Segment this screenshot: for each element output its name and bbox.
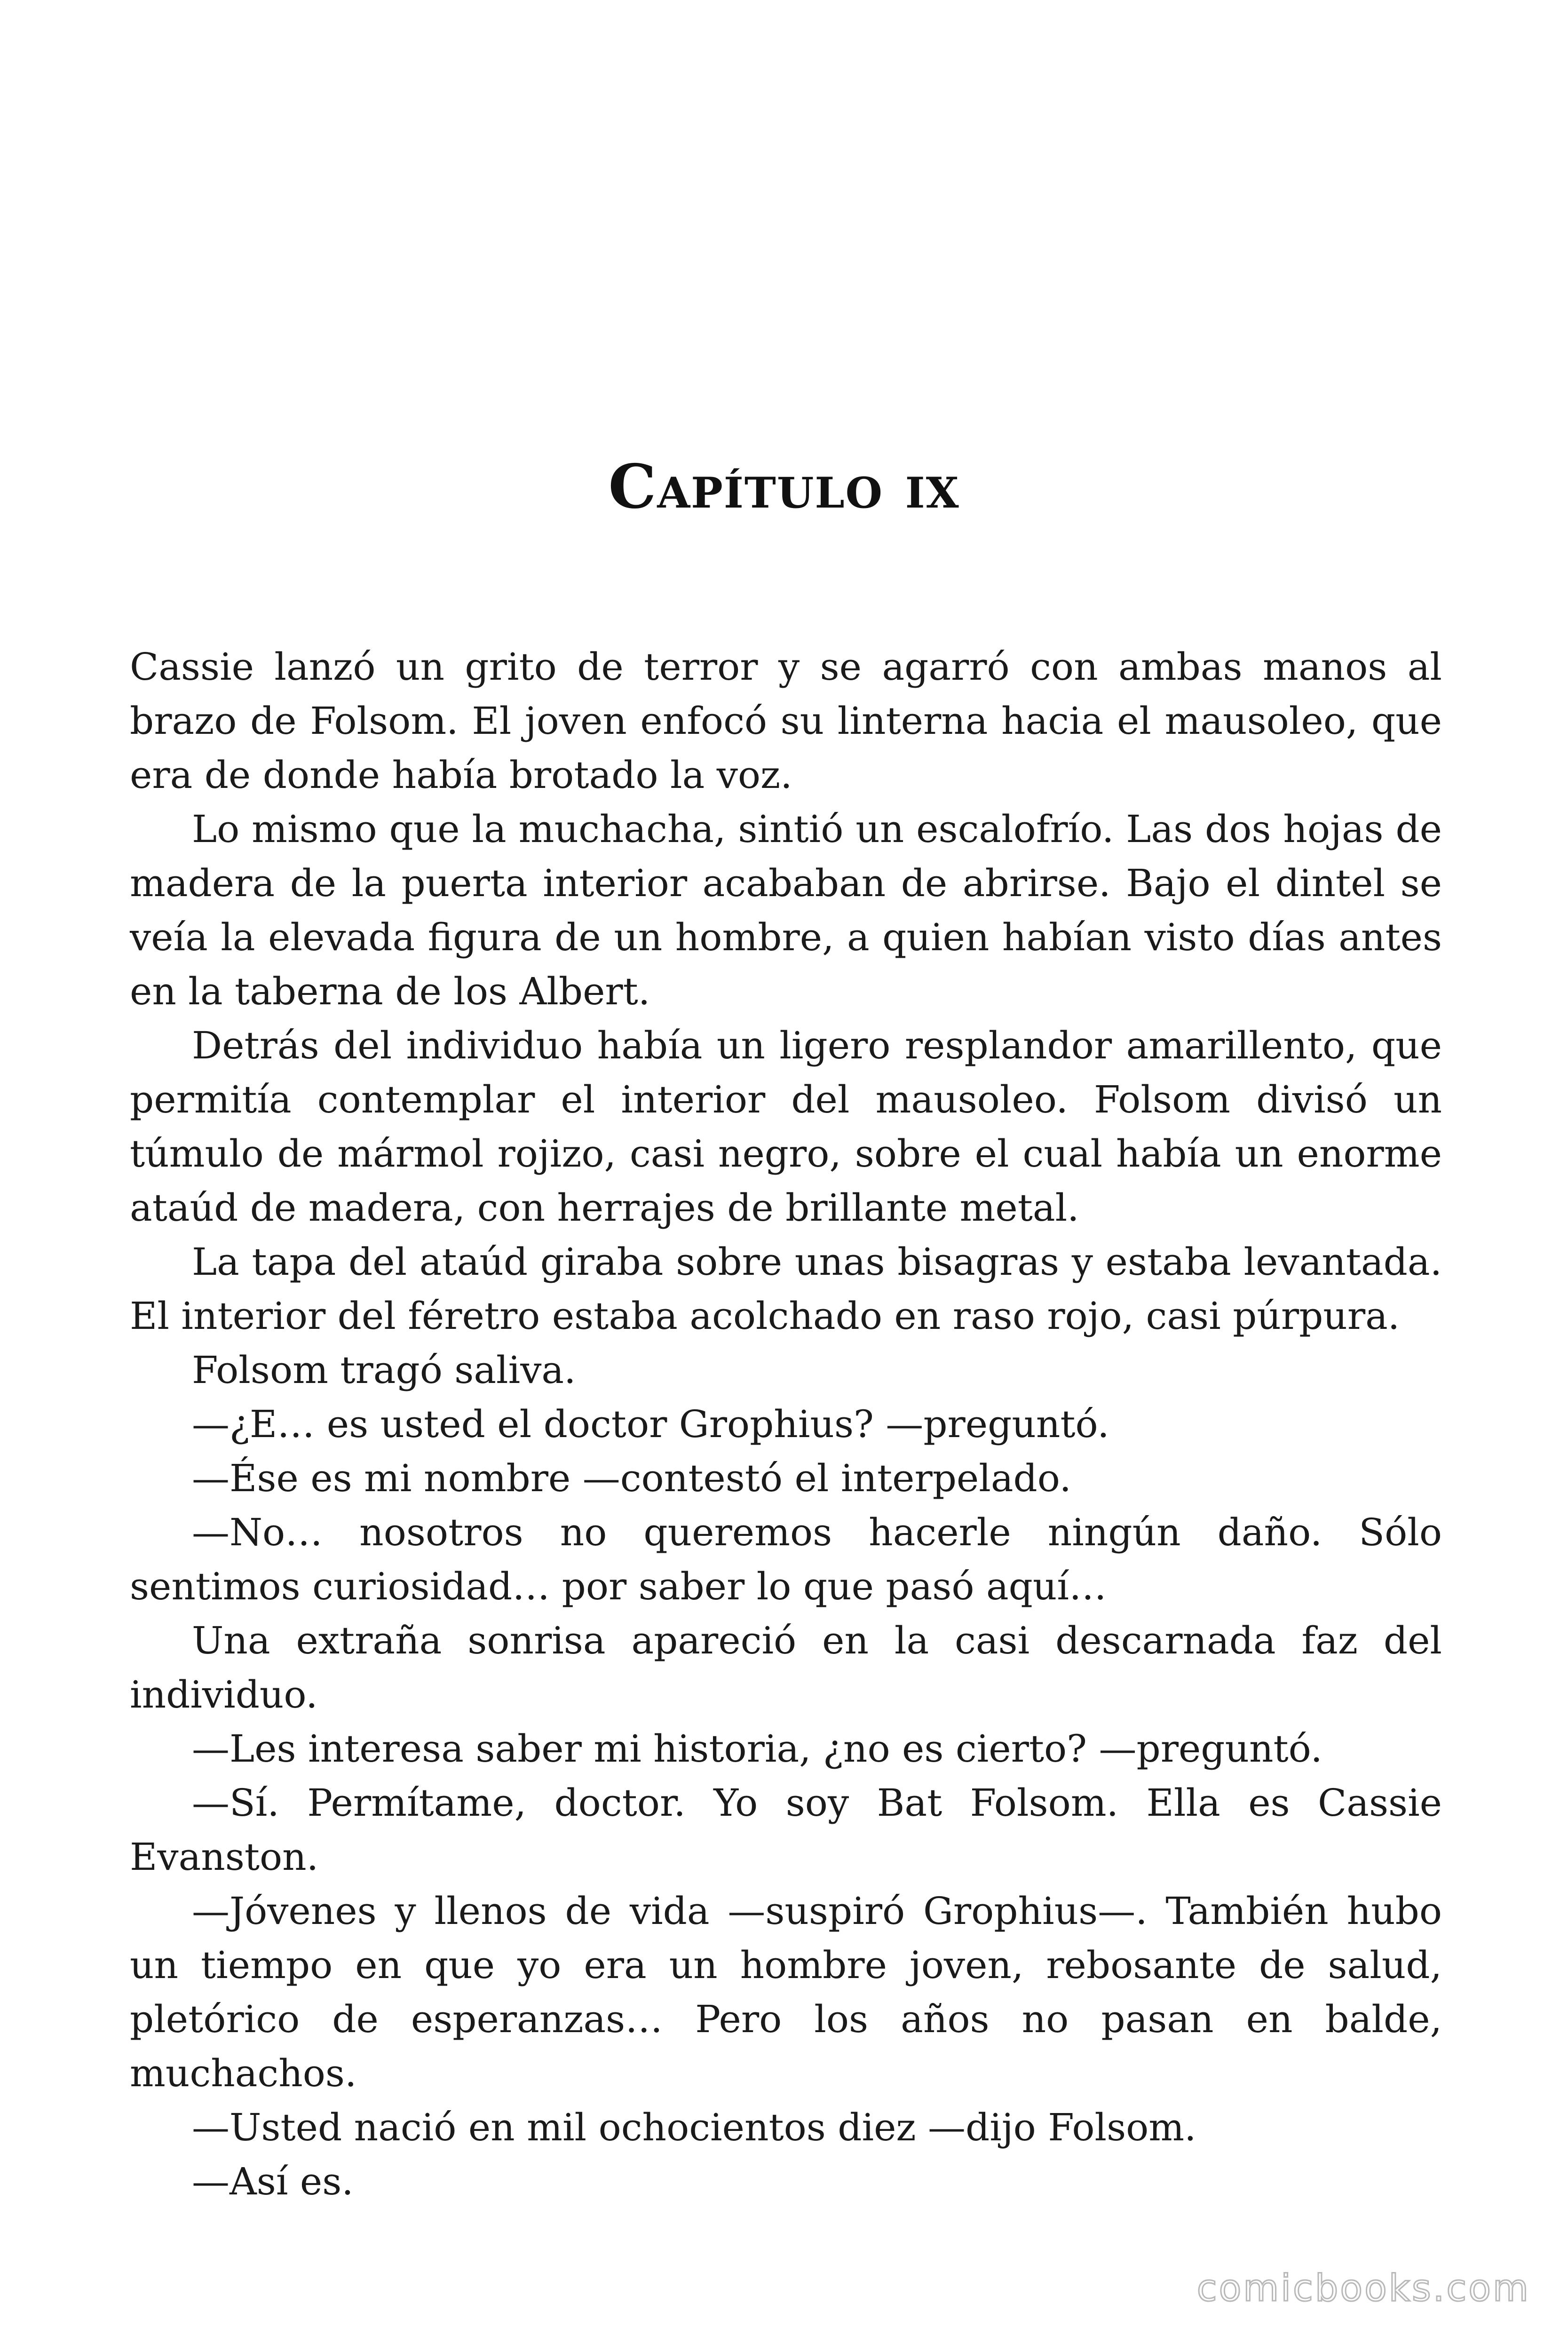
dialogue-line: —Sí. Permítame, doctor. Yo soy Bat Folsom. Ella es Cassie Evanston. <box>130 1781 1442 1879</box>
dialogue-line: —Usted nació en mil ochocientos diez —dijo Folsom. <box>192 2106 1196 2149</box>
paragraph: La tapa del ataúd giraba sobre unas bisagras y estaba levantada. El interior del féretro estaba acolchado en raso rojo, casi púrpura. <box>130 1240 1442 1338</box>
paragraph: Cassie lanzó un grito de terror y se agarró con ambas manos al brazo de Folsom. El joven enfocó su linterna hacia el mausoleo, que era de donde había brotado la voz. <box>130 645 1442 797</box>
paragraph: Detrás del individuo había un ligero resplandor amarillento, que permitía contemplar el interior del mausoleo. Folsom divisó un túmulo de mármol rojizo, casi negro, sobre el cual había un enorme ataúd de madera, con herrajes de brillante metal. <box>130 1024 1442 1230</box>
dialogue-line: —Jóvenes y llenos de vida —suspiró Grophius—. También hubo un tiempo en que yo era un hombre joven, rebosante de salud, pletórico de esperanzas… Pero los años no pasan en balde, muchachos. <box>130 1889 1442 2095</box>
chapter-title: Capítulo ix <box>608 452 960 522</box>
dialogue-line: —Ése es mi nombre —contestó el interpelado. <box>192 1456 1071 1500</box>
paragraph: Una extraña sonrisa apareció en la casi descarnada faz del individuo. <box>130 1619 1442 1716</box>
watermark: comicbooks.com <box>1196 2267 1530 2310</box>
dialogue-line: —Así es. <box>192 2160 354 2203</box>
body-text <box>130 640 1442 2209</box>
dialogue-line: —¿E… es usted el doctor Grophius? —preguntó. <box>192 1402 1109 1446</box>
paragraph: Folsom tragó saliva. <box>192 1348 576 1392</box>
dialogue-line: —Les interesa saber mi historia, ¿no es cierto? —preguntó. <box>192 1727 1323 1771</box>
dialogue-line: —No… nosotros no queremos hacerle ningún daño. Sólo sentimos curiosidad… por saber lo que pasó aquí… <box>130 1510 1442 1608</box>
paragraph: Lo mismo que la muchacha, sintió un escalofrío. Las dos hojas de madera de la puerta interior acababan de abrirse. Bajo el dintel se veía la elevada figura de un hombre, a quien habían visto días antes en la taberna de los Albert. <box>130 807 1442 1013</box>
